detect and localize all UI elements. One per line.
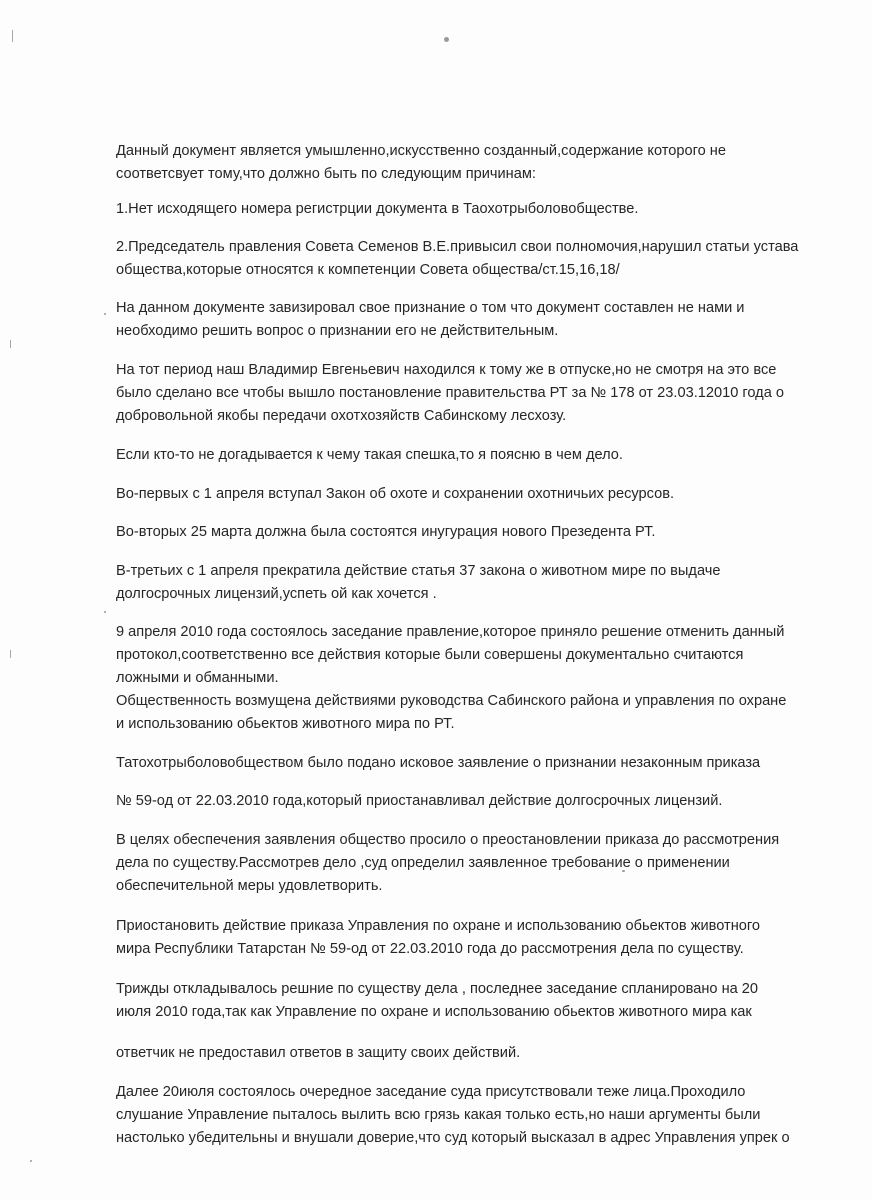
text-line: Далее 20июля состоялось очередное заседание суда присутствовали теже лица.Проходило <box>116 1084 746 1100</box>
text-line: 2.Председатель правления Совета Семенов В.Е.привысил свои полномочия,нарушил статьи устава <box>116 239 799 255</box>
paragraph <box>116 297 796 343</box>
scan-margin-mark <box>10 340 11 348</box>
text-line: № 59-од от 22.03.2010 года,который приостанавливал действие долгосрочных лицензий. <box>116 793 723 809</box>
paragraph <box>116 521 796 544</box>
scan-margin-mark <box>10 650 11 658</box>
paragraph <box>116 444 796 467</box>
paragraph <box>116 752 796 775</box>
scan-margin-mark <box>12 30 13 42</box>
text-line: мира Республики Татарстан № 59-од от 22.03.2010 года до рассмотрения дела по существу. <box>116 941 744 957</box>
text-line: и использованию обьектов животного мира по РТ. <box>116 716 455 732</box>
text-line: Татохотрыболовобществом было подано исковое заявление о признании незаконным приказа <box>116 755 761 771</box>
text-line: июля 2010 года,так как Управление по охране и использованию обьектов животного мира как <box>116 1004 752 1020</box>
text-line: слушание Управление пыталось вылить всю грязь какая только есть,но наши аргументы были <box>116 1107 761 1123</box>
paragraph <box>116 829 796 898</box>
text-line: соответсвует тому,что должно быть по следующим причинам: <box>116 166 536 182</box>
text-line: добровольной якобы передачи охотхозяйств Сабинскому лесхозу. <box>116 408 567 424</box>
text-line: Во-первых с 1 апреля вступал Закон об охоте и сохранении охотничьих ресурсов. <box>116 486 675 502</box>
text-line: Во-вторых 25 марта должна была состоятся инугурация нового Презедента РТ. <box>116 524 656 540</box>
text-line: Приостановить действие приказа Управления по охране и использованию обьектов животного <box>116 918 761 934</box>
text-line: ответчик не предоставил ответов в защиту своих действий. <box>116 1045 521 1061</box>
paragraph <box>116 560 796 606</box>
paragraph <box>116 359 796 428</box>
paragraph <box>116 790 796 813</box>
text-line: необходимо решить вопрос о признании его не действительным. <box>116 323 559 339</box>
text-line: Общественность возмущена действиями руководства Сабинского района и управления по охране <box>116 693 787 709</box>
paragraph <box>116 978 796 1024</box>
text-line: На данном документе завизировал свое признание о том что документ составлен не нами и <box>116 300 745 316</box>
scan-speck <box>104 611 106 613</box>
scan-speck <box>104 313 106 315</box>
text-line: 1.Нет исходящего номера регистрции документа в Таохотрыболовобществе. <box>116 201 639 217</box>
paragraph <box>116 915 796 961</box>
text-line: В целях обеспечения заявления общество просило о преостановлении приказа до рассмотрения <box>116 832 780 848</box>
paragraph <box>116 1081 796 1150</box>
paragraph <box>116 236 799 282</box>
scan-speck <box>30 1160 32 1162</box>
paragraph <box>116 140 796 186</box>
text-line: протокол,соответственно все действия которые были совершены документально считаются <box>116 647 744 663</box>
text-line: ложными и обманными. <box>116 670 279 686</box>
text-line: 9 апреля 2010 года состоялось заседание правление,которое приняло решение отменить данный <box>116 624 785 640</box>
paragraph <box>116 621 796 736</box>
text-line: В-третьих с 1 апреля прекратила действие статья 37 закона о животном мире по выдаче <box>116 563 721 579</box>
text-line: Данный документ является умышленно,искусственно созданный,содержание которого не <box>116 143 726 159</box>
text-line: общества,которые относятся к компетенции Совета общества/ст.15,16,18/ <box>116 262 620 278</box>
text-line: обеспечительной меры удовлетворить. <box>116 878 383 894</box>
paragraph <box>116 483 796 506</box>
text-line: Трижды откладывалось решние по существу дела , последнее заседание спланировано на 20 <box>116 981 759 997</box>
text-line: долгосрочных лицензий,успеть ой как хочется . <box>116 586 437 602</box>
text-line: было сделано все чтобы вышло постановление правительства РТ за № 178 от 23.03.12010 года о <box>116 385 784 401</box>
paragraph <box>116 1042 796 1065</box>
document-text-body <box>116 140 799 1150</box>
paragraph <box>116 198 796 221</box>
text-line: настолько убедительны и внушали доверие,что суд который высказал в адрес Управления упрек о <box>116 1130 790 1146</box>
scan-speck <box>444 37 449 42</box>
text-line: дела по существу.Рассмотрев дело ,суд определил заявленное требование о применении <box>116 855 730 871</box>
text-line: Если кто-то не догадывается к чему такая спешка,то я поясню в чем дело. <box>116 447 623 463</box>
text-line: На тот период наш Владимир Евгеньевич находился к тому же в отпуске,но не смотря на это все <box>116 362 777 378</box>
